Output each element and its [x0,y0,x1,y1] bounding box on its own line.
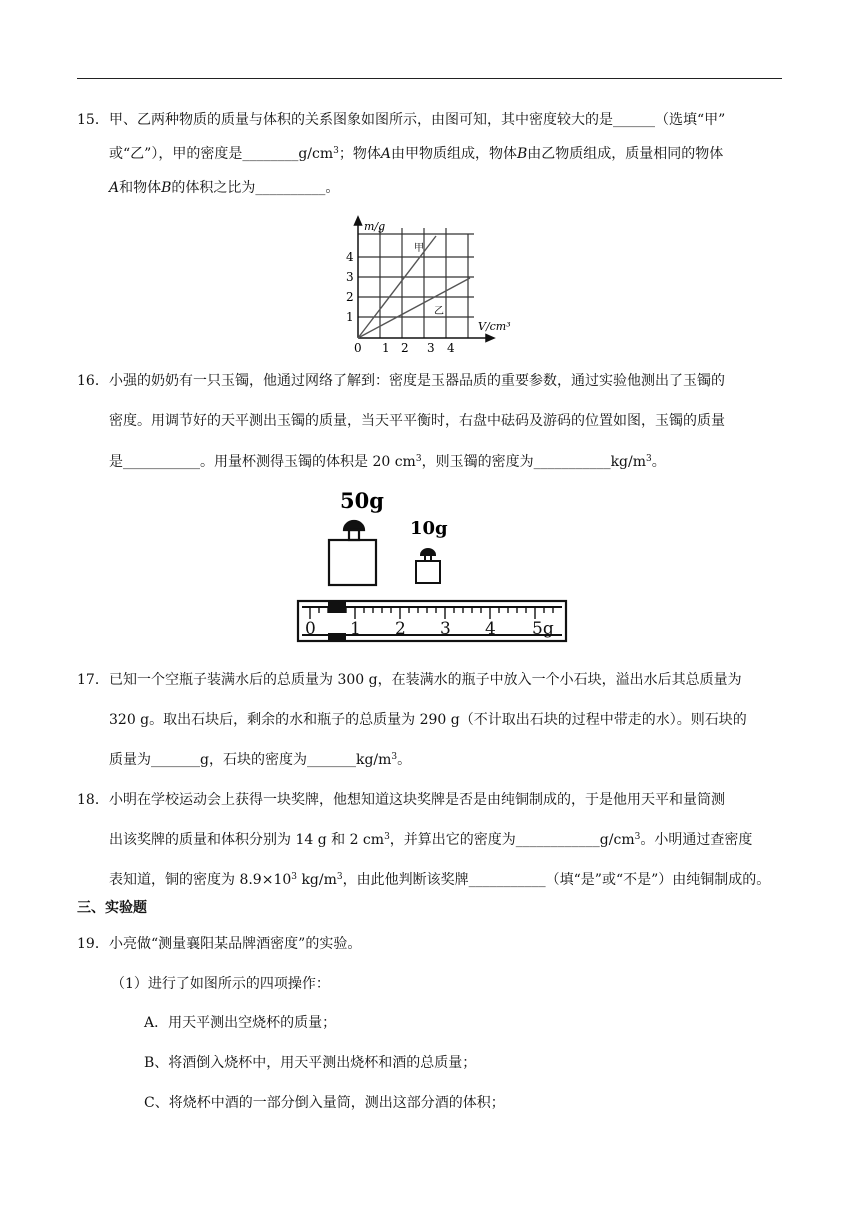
q15-number: 15． [77,112,109,128]
q19-option-c: C、将烧杯中酒的一部分倒入量筒，测出这部分酒的体积； [144,1095,505,1111]
y-tick: 1 [346,310,354,324]
weight-10g-icon [416,549,440,583]
scale-label: 4 [485,619,496,639]
x-tick: 3 [427,341,435,355]
q18-line3: 表知道，铜的密度为 $8.9\times 10^3$ $kg/m^3$，由此他判断该奖牌___________（填“是”或“不是”）由纯铜制成的。 [109,872,771,888]
q16-line3: 是___________。用量杯测得玉镯的体积是 20 $cm^3$，则玉镯的密度为$\_\_\_\_\_\_\_\_\_\_\_kg/m^3$。 [109,454,666,470]
section-heading: 三、实验题 [77,900,147,916]
x-tick: 0 [354,341,362,355]
scale-label: 2 [395,619,406,639]
rider-top [328,602,346,613]
q19-option-a: A．用天平测出空烧杯的质量； [144,1015,337,1031]
q15-line1: 15．甲、乙两种物质的质量与体积的关系图象如图所示，由图可知，其中密度较大的是______（选填“甲” [77,112,726,128]
scale-label: 1 [350,619,361,639]
q15-line3: A和物体B的体积之比为__________。 [109,180,340,196]
y-tick: 4 [346,250,354,264]
y-tick: 3 [346,270,354,284]
q17-line2: 320 g。取出石块后，剩余的水和瓶子的总质量为 290 g（不计取出石块的过程中带走的水）。则石块的 [109,712,747,728]
rider-bottom [328,633,346,641]
q17-line1: 17．已知一个空瓶子装满水后的总质量为 300 g，在装满水的瓶子中放入一个小石块，溢出水后其总质量为 [77,672,742,688]
header-rule [77,78,782,79]
q16-balance-weights-figure [292,488,572,648]
q17-line3: 质量为_______g，石块的密度为$\_\_\_\_\_\_\_kg/m^3$。 [109,752,412,768]
label-jia: 甲 [414,243,424,254]
weight-50g-icon [329,521,376,585]
weight-50g-label: 50g [340,488,384,513]
scale-label: 3 [440,619,451,639]
y-axis-label: m/g [364,220,386,233]
q15-mass-volume-graph [338,214,518,356]
y-tick: 2 [346,290,354,304]
label-yi: 乙 [434,306,444,317]
q19-option-b: B、将酒倒入烧杯中，用天平测出烧杯和酒的总质量； [144,1055,477,1071]
scale-ticks [310,607,553,619]
x-tick: 4 [447,341,455,355]
scale-label: 5g [532,619,554,639]
q15-line2: 或“乙”），甲的密度是$\_\_\_\_\_\_\_\_g/cm^3$；物体A由甲物质组成，物体B由乙物质组成，质量相同的物体 [109,146,724,162]
weight-10g-label: 10g [410,518,448,539]
q16-line1: 16．小强的奶奶有一只玉镯，他通过网络了解到：密度是玉器品质的重要参数，通过实验他测出了玉镯的 [77,373,725,389]
q18-line1: 18．小明在学校运动会上获得一块奖牌，他想知道这块奖牌是否是由纯铜制成的，于是他用天平和量筒测 [77,792,725,808]
x-tick: 1 [382,341,390,355]
scale-label: 0 [305,619,316,639]
q16-line2: 密度。用调节好的天平测出玉镯的质量，当天平平衡时，右盘中砝码及游码的位置如图，玉镯的质量 [109,413,725,429]
q18-line2: 出该奖牌的质量和体积分别为 14 g 和 2 $cm^3$，并算出它的密度为$\_\_\_\_\_\_\_\_\_\_\_\_g/cm^3$。小明通过查密度 [109,832,753,848]
x-tick: 2 [401,341,409,355]
q19-sub1: （1）进行了如图所示的四项操作： [111,976,330,992]
line-yi [358,278,470,338]
q19-line1: 19．小亮做“测量襄阳某品牌酒密度”的实验。 [77,936,362,952]
x-axis-label: V/cm³ [478,320,511,333]
